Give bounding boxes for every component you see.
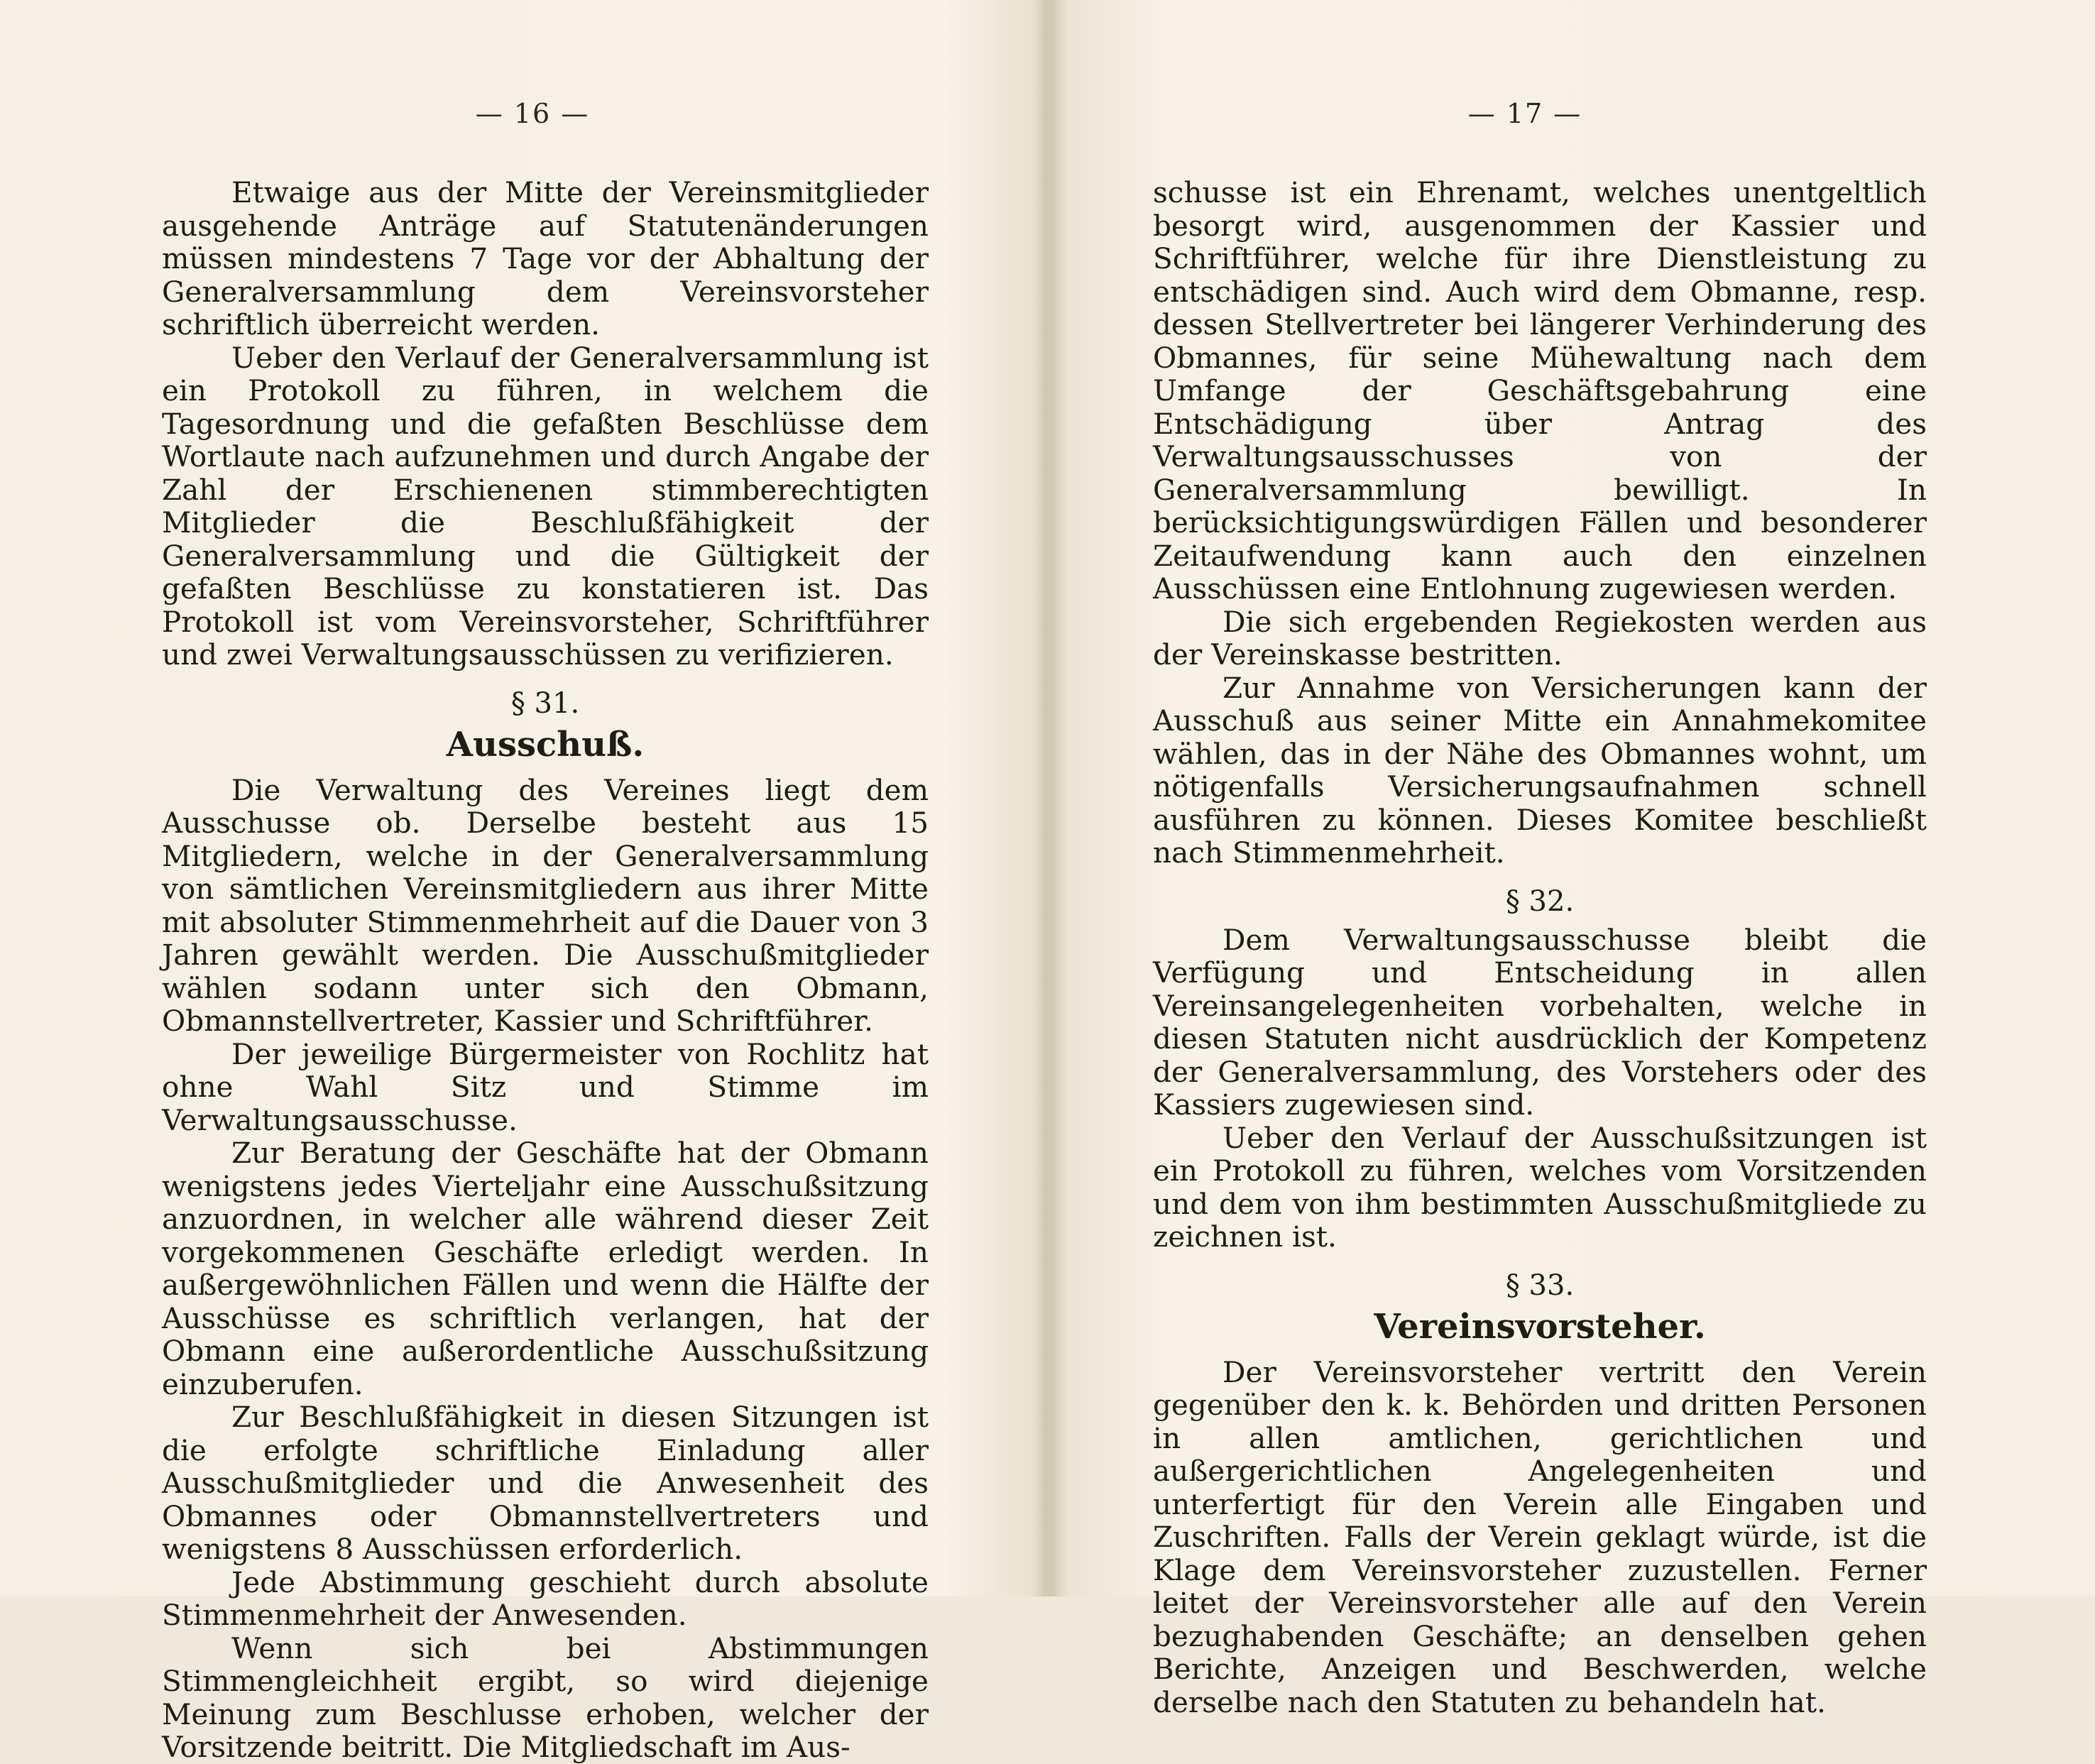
paragraph: Ueber den Verlauf der Ausschußsitzungen ist ein Protokoll zu führen, welches vom Vorsitzenden und dem von ihm bestimmten Ausschußmitgliede zu zeichnen ist. [1153, 1120, 1927, 1254]
paragraph: schusse ist ein Ehrenamt, welches unentgeltlich besorgt wird, ausgenommen der Kassier und Schriftführer, welche für ihre Dienstleistung zu entschädigen sind. Auch wird dem Obmanne, resp. dessen Stellvertreter bei längerer Verhinderung des Obmannes, für seine Mühewaltung nach dem Umfange der Geschäftsgebahrung eine Entschädigung über Antrag des Verwaltungsausschusses von der Generalversammlung bewilligt. In berücksichtigungswürdigen Fällen und besonderer Zeitaufwendung kann auch den einzelnen Ausschüssen eine Entlohnung zugewiesen werden. [1153, 175, 1927, 606]
left-page [0, 0, 1044, 1764]
section-heading: Vereinsvorsteher. [1374, 1306, 1706, 1347]
paragraph: Der jeweilige Bürgermeister von Rochlitz hat ohne Wahl Sitz und Stimme im Verwaltungsausschusse. [162, 1036, 929, 1137]
paragraph: Dem Verwaltungsausschusse bleibt die Verfügung und Entscheidung in allen Vereinsangelegenheiten vorbehalten, welche in diesen Statuten nicht ausdrücklich der Kompetenz der Generalversammlung, des Vorstehers oder des Kassiers zugewiesen sind. [1153, 922, 1927, 1122]
page-number: — 16 — [475, 98, 590, 129]
paragraph: Zur Annahme von Versicherungen kann der Ausschuß aus seiner Mitte ein Annahmekomitee wählen, das in der Nähe des Obmannes wohnt, um nötigenfalls Versicherungsaufnahmen schnell ausführen zu können. Dieses Komitee beschließt nach Stimmenmehrheit. [1153, 670, 1927, 870]
paragraph: Ueber den Verlauf der Generalversammlung ist ein Protokoll zu führen, in welchem die Tagesordnung und die gefaßten Beschlüsse dem Wortlaute nach aufzunehmen und durch Angabe der Zahl der Erschienenen stimmberechtigten Mitglieder die Beschlußfähigkeit der Generalversammlung und die Gültigkeit der gefaßten Beschlüsse zu konstatieren ist. Das Protokoll ist vom Vereinsvorsteher, Schriftführer und zwei Verwaltungsausschüssen zu verifizieren. [162, 340, 929, 672]
page-number: — 17 — [1467, 98, 1582, 129]
paragraph: Der Vereinsvorsteher vertritt den Verein gegenüber den k. k. Behörden und dritten Personen in allen amtlichen, gerichtlichen und außergerichtlichen Angelegenheiten und unterfertigt für den Verein alle Eingaben und Zuschriften. Falls der Verein geklagt würde, ist die Klage dem Vereinsvorsteher zuzustellen. Ferner leitet der Vereinsvorsteher alle auf den Verein bezughabenden Geschäfte; an denselben gehen Berichte, Anzeigen und Beschwerden, welche derselbe nach den Statuten zu behandeln hat. [1153, 1354, 1927, 1719]
section-heading: Ausschuß. [446, 724, 645, 765]
section-number: § 31. [510, 686, 580, 720]
paragraph: Jede Abstimmung geschieht durch absolute Stimmenmehrheit der Anwesenden. [162, 1565, 929, 1632]
paragraph: Etwaige aus der Mitte der Vereinsmitglieder ausgehende Anträge auf Statutenänderungen müssen mindestens 7 Tage vor der Abhaltung der Generalversammlung dem Vereinsvorsteher schriftlich überreicht werden. [162, 175, 929, 341]
page-body [162, 176, 929, 1764]
right-page [1049, 0, 2095, 1719]
section-number: § 32. [1505, 884, 1575, 918]
paragraph: Wenn sich bei Abstimmungen Stimmengleichheit ergibt, so wird diejenige Meinung zum Beschlusse erhoben, welcher der Vorsitzende beitritt. Die Mitgliedschaft im Aus- [162, 1631, 929, 1764]
paragraph: Zur Beschlußfähigkeit in diesen Sitzungen ist die erfolgte schriftliche Einladung aller Ausschußmitglieder und die Anwesenheit des Obmannes oder Obmannstellvertreters und wenigstens 8 Ausschüssen erforderlich. [162, 1400, 929, 1566]
page-body [1153, 176, 1927, 1719]
paragraph: Die sich ergebenden Regiekosten werden aus der Vereinskasse bestritten. [1153, 604, 1927, 672]
section-number: § 33. [1505, 1269, 1575, 1302]
paragraph: Die Verwaltung des Vereines liegt dem Ausschusse ob. Derselbe besteht aus 15 Mitgliedern, welche in der Generalversammlung von sämtlichen Vereinsmitgliedern aus ihrer Mitte mit absoluter Stimmenmehrheit auf die Dauer von 3 Jahren gewählt werden. Die Ausschußmitglieder wählen sodann unter sich den Obmann, Obmannstellvertreter, Kassier und Schriftführer. [162, 772, 929, 1038]
paragraph: Zur Beratung der Geschäfte hat der Obmann wenigstens jedes Vierteljahr eine Ausschußsitzung anzuordnen, in welcher alle während dieser Zeit vorgekommenen Geschäfte erledigt werden. In außergewöhnlichen Fällen und wenn die Hälfte der Ausschüsse es schriftlich verlangen, hat der Obmann eine außerordentliche Ausschußsitzung einzuberufen. [162, 1136, 929, 1401]
